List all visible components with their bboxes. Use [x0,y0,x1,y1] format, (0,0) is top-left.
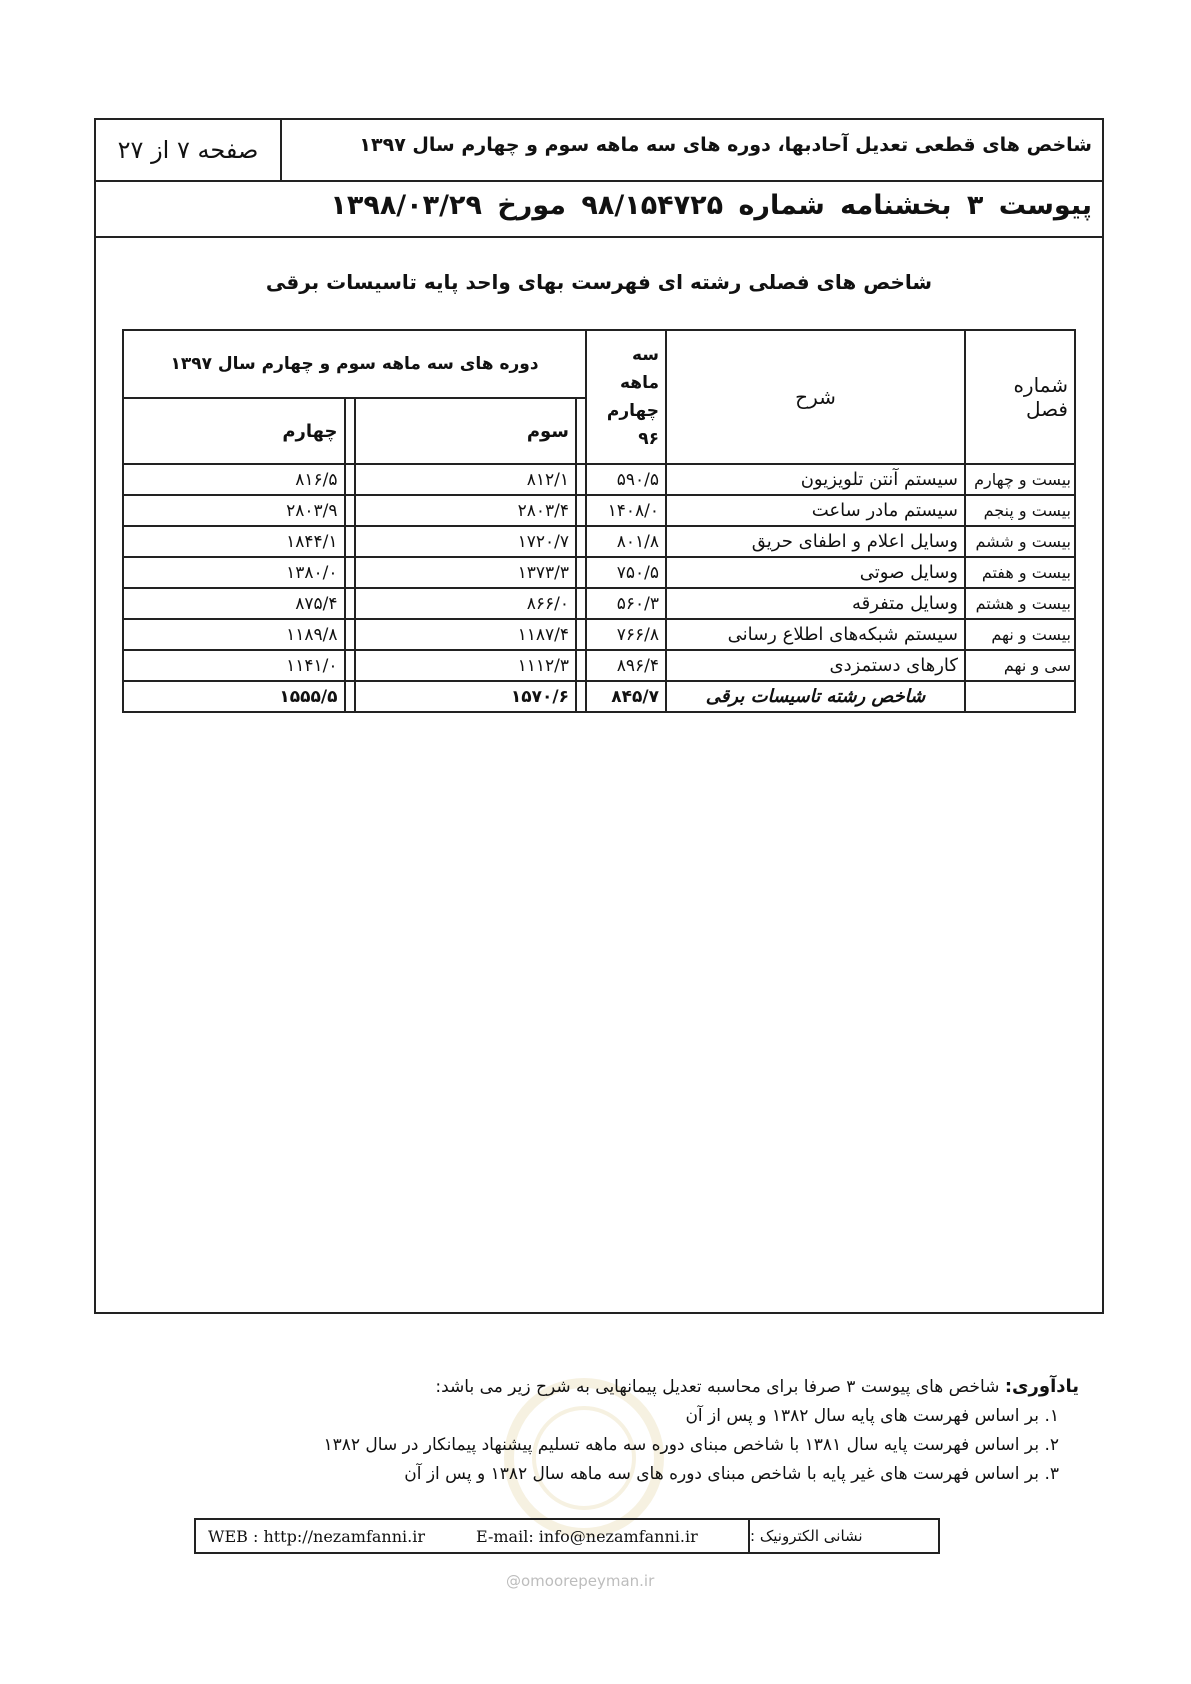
cell-spacer [576,681,586,712]
cell-spacer [576,526,586,557]
cell-spacer [345,681,355,712]
cell-base: ۸۹۶/۴ [586,650,666,681]
cell-chapter: بیست و چهارم [965,464,1075,495]
cell-base: ۸۰۱/۸ [586,526,666,557]
table-row [123,619,1075,650]
cell-spacer [576,495,586,526]
cell-base: ۵۹۰/۵ [586,464,666,495]
cell-spacer [345,495,355,526]
header-q4: چهارم [123,398,345,464]
cell-description: سیستم شبکه‌های اطلاع رسانی [666,619,965,650]
header-q3: سوم [355,398,577,464]
index-table [122,329,1076,713]
cell-base: ۷۶۶/۸ [586,619,666,650]
header-base: سه ماهه چهارم ۹۶ [586,330,666,464]
contact-box [194,1518,940,1554]
cell-chapter: بیست و هفتم [965,557,1075,588]
contact-email: E-mail: info@nezamfanni.ir [476,1527,698,1546]
cell-description: وسایل متفرقه [666,588,965,619]
cell-q4: ۱۳۸۰/۰ [123,557,345,588]
cell-spacer [345,619,355,650]
note-item: ۱. بر اساس فهرست های پایه سال ۱۳۸۲ و پس از آن [685,1406,1059,1426]
cell-q4: ۸۱۶/۵ [123,464,345,495]
total-row [123,681,1075,712]
table-row [123,650,1075,681]
table-title: شاخص های فصلی رشته ای فهرست بهای واحد پایه تاسیسات برقی [265,270,933,294]
page-number: صفحه ۷ از ۲۷ [96,120,282,180]
cell-chapter: بیست و نهم [965,619,1075,650]
cell-base: ۱۴۰۸/۰ [586,495,666,526]
cell-q4: ۱۸۴۴/۱ [123,526,345,557]
cell-description: کارهای دستمزدی [666,650,965,681]
total-q4: ۱۵۵۵/۵ [123,681,345,712]
note-item: ۳. بر اساس فهرست های غیر پایه با شاخص مبنای دوره های سه ماهه سال ۱۳۸۲ و پس از آن [404,1464,1059,1484]
cell-base: ۷۵۰/۵ [586,557,666,588]
appendix-row [96,180,1102,238]
notes-intro-text: شاخص های پیوست ۳ صرفا برای محاسبه تعدیل پیمانهایی به شرح زیر می باشد: [435,1377,1005,1397]
total-q3: ۱۵۷۰/۶ [355,681,577,712]
contact-label: نشانی الکترونیک : [748,1520,938,1552]
cell-spacer [576,464,586,495]
table-row [123,495,1075,526]
cell-chapter: بیست و ششم [965,526,1075,557]
notes-lead: یادآوری: [1004,1376,1079,1397]
cell-q4: ۲۸۰۳/۹ [123,495,345,526]
cell-chapter: بیست و پنجم [965,495,1075,526]
cell-spacer [345,526,355,557]
cell-spacer [345,588,355,619]
cell-q3: ۸۶۶/۰ [355,588,577,619]
cell-q3: ۸۱۲/۱ [355,464,577,495]
notes-intro [99,1372,1079,1402]
header-spacer [576,398,586,464]
cell-description: وسایل صوتی [666,557,965,588]
header-spacer [345,398,355,464]
header-chapter: شماره فصل [965,330,1075,464]
cell-q3: ۱۳۷۳/۳ [355,557,577,588]
table-row [123,526,1075,557]
cell-spacer [345,557,355,588]
cell-description: سیستم آنتن تلویزیون [666,464,965,495]
appendix-reference: پیوست ۳ بخشنامه شماره ۹۸/۱۵۴۷۲۵ مورخ ۱۳۹۸/۰۳/۲۹ [330,190,1092,221]
cell-q4: ۱۱۴۱/۰ [123,650,345,681]
cell-description: وسایل اعلام و اطفای حریق [666,526,965,557]
site-watermark: @omoorepeyman.ir [506,1572,655,1590]
notes [99,1372,1079,1489]
cell-q4: ۸۷۵/۴ [123,588,345,619]
cell-q4: ۱۱۸۹/۸ [123,619,345,650]
cell-q3: ۱۱۱۲/۳ [355,650,577,681]
header-period-group: دوره های سه ماهه سوم و چهارم سال ۱۳۹۷ [123,330,586,398]
total-label: شاخص رشته تاسیسات برقی [666,681,965,712]
cell-spacer [576,619,586,650]
document-frame [94,118,1104,1314]
total-base: ۸۴۵/۷ [586,681,666,712]
table-row [123,588,1075,619]
cell-spacer [576,588,586,619]
contact-web: WEB : http://nezamfanni.ir [208,1527,425,1546]
note-item: ۲. بر اساس فهرست پایه سال ۱۳۸۱ با شاخص مبنای دوره سه ماهه تسلیم پیشنهاد پیمانکار در سال ۱۳۸۲ [323,1435,1059,1455]
table-row [123,464,1075,495]
cell-spacer [576,557,586,588]
header-row [96,120,1102,182]
cell-spacer [345,464,355,495]
cell-q3: ۲۸۰۳/۴ [355,495,577,526]
cell-base: ۵۶۰/۳ [586,588,666,619]
cell-chapter-empty [965,681,1075,712]
table-row [123,557,1075,588]
cell-spacer [576,650,586,681]
cell-chapter: سی و نهم [965,650,1075,681]
cell-spacer [345,650,355,681]
cell-chapter: بیست و هشتم [965,588,1075,619]
cell-description: سیستم مادر ساعت [666,495,965,526]
cell-q3: ۱۱۸۷/۴ [355,619,577,650]
header-description: شرح [666,330,965,464]
document-title: شاخص های قطعی تعدیل آحادبها، دوره های سه ماهه سوم و چهارم سال ۱۳۹۷ [359,134,1092,156]
cell-q3: ۱۷۲۰/۷ [355,526,577,557]
